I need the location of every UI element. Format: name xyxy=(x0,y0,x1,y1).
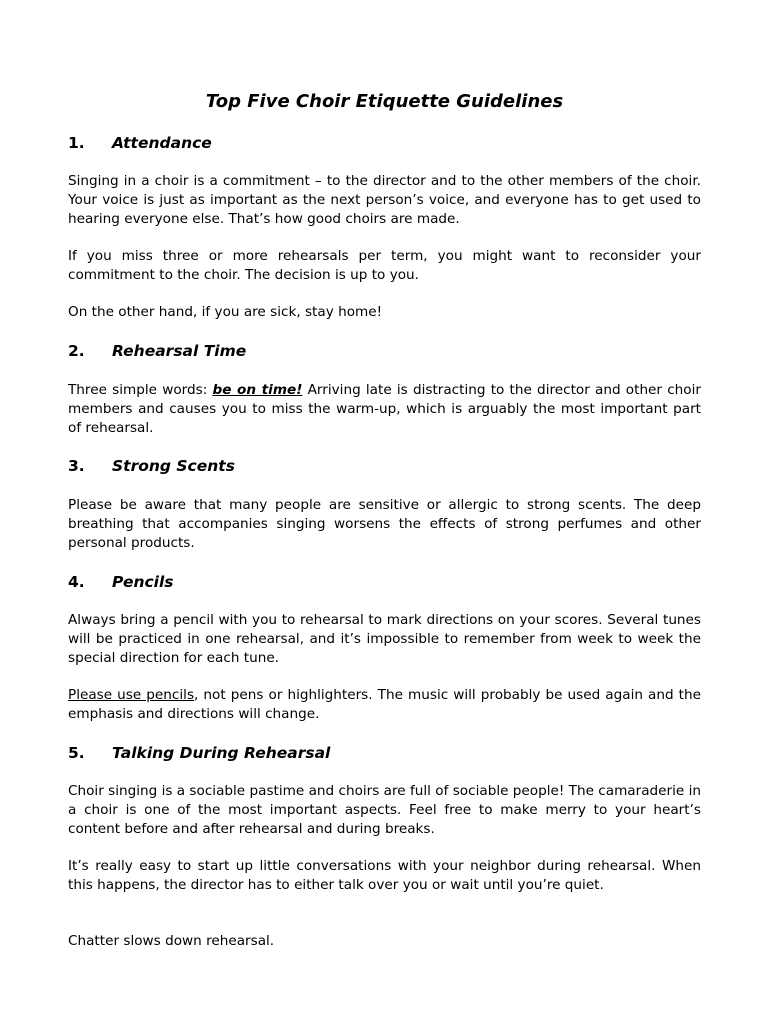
section-number: 2. xyxy=(68,342,85,360)
paragraph xyxy=(68,686,701,724)
paragraph-text: , not pens or highlighters. The music will probably be used again and the emphasis and directions will change. xyxy=(68,687,701,722)
paragraph: Please be aware that many people are sensitive or allergic to strong scents. The deep breathing that accompanies singing worsens the effects of strong perfumes and other personal products. xyxy=(68,497,701,551)
section-number: 4. xyxy=(68,573,85,591)
paragraph: Chatter slows down rehearsal. xyxy=(68,933,275,949)
paragraph: It’s really easy to start up little conversations with your neighbor during rehearsal. When this happens, the director has to either talk over you or wait until you’re quiet. xyxy=(68,858,701,893)
underlined-text: Please use pencils xyxy=(68,687,195,703)
section-heading-rehearsal-time xyxy=(68,341,246,361)
section-number: 5. xyxy=(68,744,85,762)
paragraph: Always bring a pencil with you to rehearsal to mark directions on your scores. Several tunes will be practiced in one rehearsal, and it’s impossible to remember from week to week the special direction for each tune. xyxy=(68,612,701,666)
paragraph: Singing in a choir is a commitment – to the director and to the other members of the choir. Your voice is just as important as the next person’s voice, and everyone has to get used to hearing everyone else. That’s how good choirs are made. xyxy=(68,173,701,227)
section-number: 1. xyxy=(68,134,85,152)
section-heading-attendance xyxy=(68,133,212,153)
paragraph xyxy=(68,381,701,438)
paragraph: If you miss three or more rehearsals per term, you might want to reconsider your commitment to the choir. The decision is up to you. xyxy=(68,248,701,283)
section-title: Pencils xyxy=(112,573,174,591)
emphasis-text: be on time! xyxy=(212,382,303,398)
paragraph: Choir singing is a sociable pastime and choirs are full of sociable people! The camaraderie in a choir is one of the most important aspects. Feel free to make merry to your heart’s content before and after rehearsal and during breaks. xyxy=(68,783,701,837)
section-title: Talking During Rehearsal xyxy=(112,744,331,762)
section-number: 3. xyxy=(68,457,85,475)
document-title: Top Five Choir Etiquette Guidelines xyxy=(205,91,564,112)
paragraph-text: Arriving late is distracting to the director and other choir members and causes you to miss the warm-up, which is arguably the most important part of rehearsal. xyxy=(68,382,701,436)
section-heading-strong-scents xyxy=(68,456,235,476)
section-title: Attendance xyxy=(112,134,212,152)
paragraph: On the other hand, if you are sick, stay home! xyxy=(68,304,383,320)
paragraph-text: Three simple words: xyxy=(68,382,213,398)
section-heading-pencils xyxy=(68,572,174,592)
section-title: Strong Scents xyxy=(112,457,235,475)
section-heading-talking xyxy=(68,743,330,763)
section-title: Rehearsal Time xyxy=(112,342,247,360)
